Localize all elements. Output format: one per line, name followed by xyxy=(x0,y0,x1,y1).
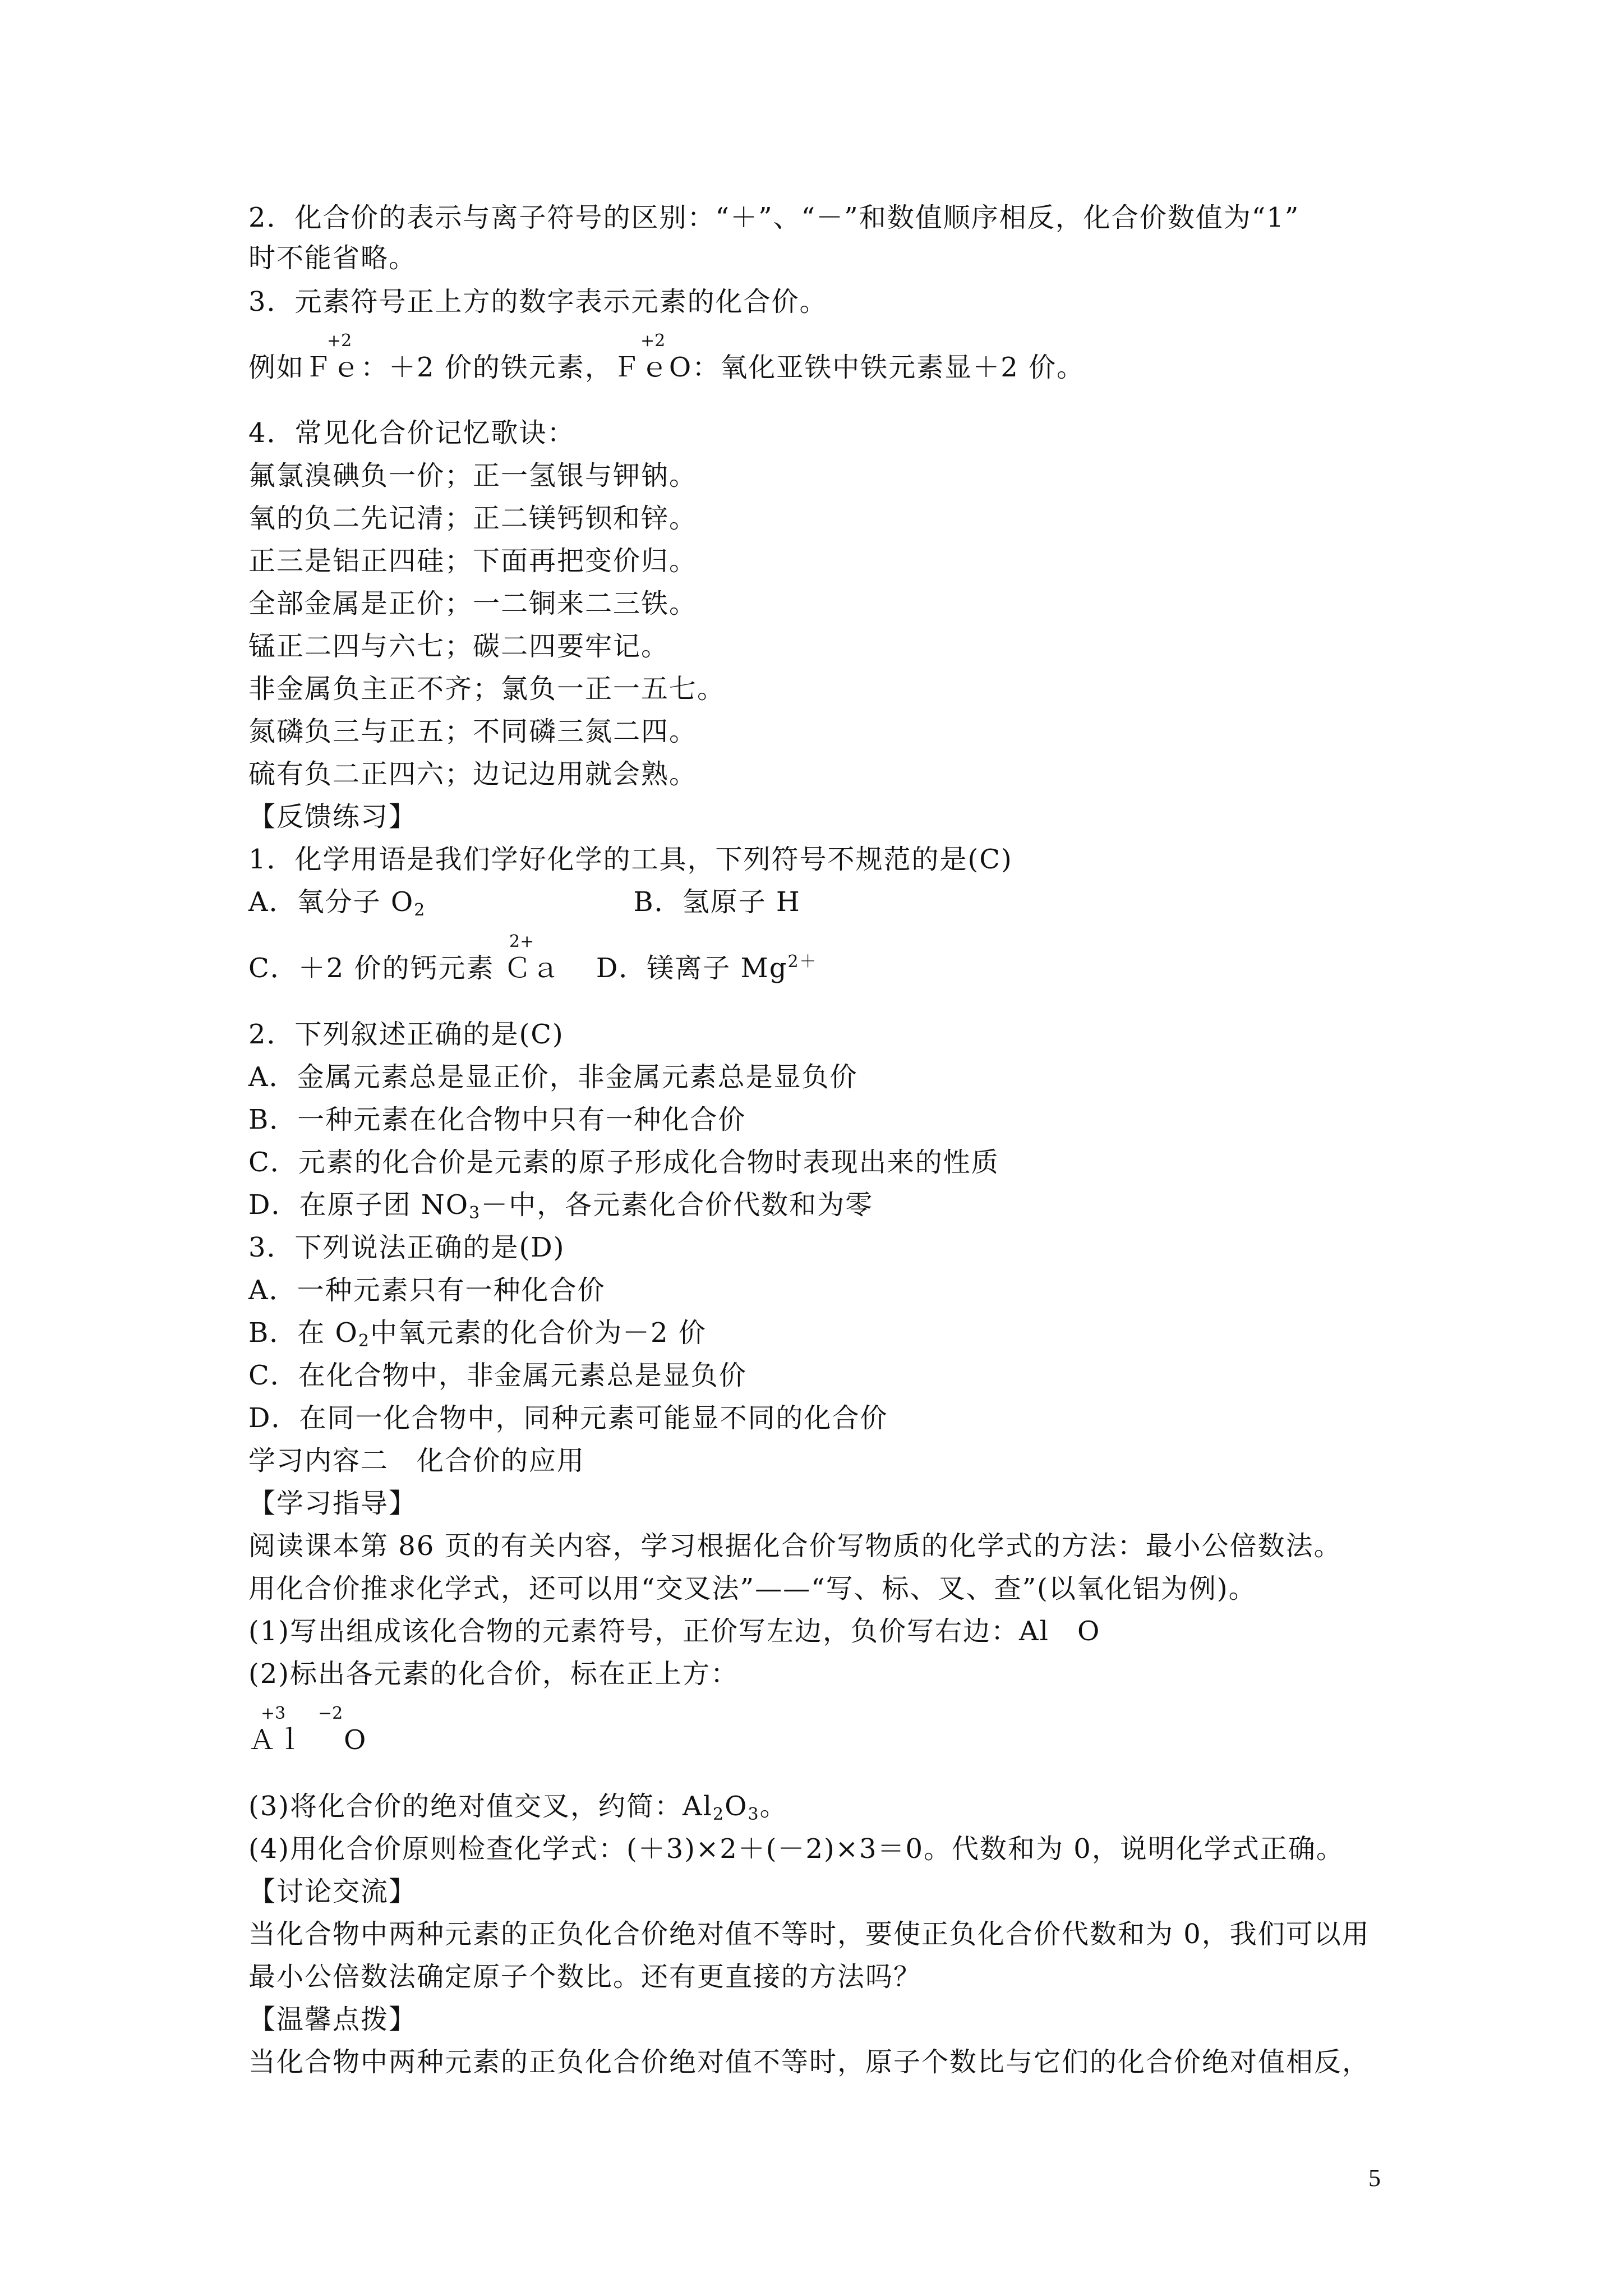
step-line: (2)标出各元素的化合价，标在正上方： xyxy=(248,1658,739,1690)
element-symbol: Ｆｅ xyxy=(305,352,361,383)
text-line: 最小公倍数法确定原子个数比。还有更直接的方法吗？ xyxy=(248,1961,922,1993)
text-line: 硫有负二正四六；边记边用就会熟。 xyxy=(248,758,698,790)
section-heading: 【学习指导】 xyxy=(248,1488,417,1519)
text: B．在 O xyxy=(248,1317,358,1349)
option-b: B．氢原子 H xyxy=(633,886,801,918)
text-line: 正三是铝正四硅；下面再把变价归。 xyxy=(248,545,698,577)
question: 1．化学用语是我们学好化学的工具，下列符号不规范的是(C) xyxy=(248,844,1013,875)
formula-line xyxy=(248,1723,1393,1757)
text: 中氧元素的化合价为－2 价 xyxy=(370,1317,707,1349)
text-line: 当化合物中两种元素的正负化合价绝对值不等时，要使正负化合价代数和为 0，我们可以用 xyxy=(248,1918,1370,1950)
element-symbol: Ｃａ xyxy=(504,953,560,984)
valence-label: +2 xyxy=(640,331,666,351)
option-line xyxy=(248,951,1393,985)
valence-label: +3 xyxy=(261,1704,286,1723)
question: 2．下列叙述正确的是(C) xyxy=(248,1019,564,1050)
subscript: 3 xyxy=(748,1805,760,1824)
step-line: (4)用化合价原则检查化学式：(＋3)×2＋(－2)×3＝0。代数和为 0，说明化学式正确。 xyxy=(248,1833,1344,1865)
formula-line xyxy=(248,351,1393,384)
page-number: 5 xyxy=(1368,2164,1381,2192)
text-line: 时不能省略。 xyxy=(248,242,417,274)
text: －中，各元素化合价代数和为零 xyxy=(481,1189,874,1221)
charge-label: 2+ xyxy=(509,932,534,951)
text: (3)将化合价的绝对值交叉，约简：Al xyxy=(248,1791,713,1822)
text-line: 非金属负主正不齐；氯负一正一五七。 xyxy=(248,673,726,705)
text-line: 3．元素符号正上方的数字表示元素的化合价。 xyxy=(248,286,828,318)
subscript: 3 xyxy=(469,1203,481,1223)
option-a: A．氧分子 O xyxy=(248,886,414,918)
text-line: 阅读课本第 86 页的有关内容，学习根据化合价写物质的化学式的方法：最小公倍数法。 xyxy=(248,1530,1342,1562)
section-heading: 【反馈练习】 xyxy=(248,801,417,832)
subscript: 2 xyxy=(358,1331,370,1351)
option-d: D．镁离子 Mg xyxy=(596,953,788,984)
text: ：＋2 价的铁元素， xyxy=(361,352,613,383)
text: O xyxy=(725,1791,748,1822)
option-line xyxy=(248,1188,1393,1222)
text: 。 xyxy=(759,1791,788,1822)
option-line xyxy=(248,885,1393,919)
step-line: (1)写出组成该化合物的元素符号，正价写左边，负价写右边：Al O xyxy=(248,1616,1101,1647)
element-symbol: ＦｅO xyxy=(612,352,693,383)
option-line: A．一种元素只有一种化合价 xyxy=(248,1274,606,1306)
text: 例如 xyxy=(248,352,305,383)
text-line: 2．化合价的表示与离子符号的区别：“＋”、“－”和数值顺序相反，化合价数值为“1” xyxy=(248,202,1300,233)
text-line: 全部金属是正价；一二铜来二三铁。 xyxy=(248,588,698,619)
option-line: C．在化合物中，非金属元素总是显负价 xyxy=(248,1360,747,1391)
text: D．在原子团 NO xyxy=(248,1189,469,1221)
section-title: 学习内容二 化合价的应用 xyxy=(248,1445,585,1476)
text-line: 氧的负二先记清；正二镁钙钡和锌。 xyxy=(248,503,698,534)
valence-label: +2 xyxy=(327,331,352,351)
text-line: 氟氯溴碘负一价；正一氢银与钾钠。 xyxy=(248,460,698,491)
subscript: 2 xyxy=(414,900,426,920)
superscript: 2＋ xyxy=(787,952,818,972)
text-line: 4．常见化合价记忆歌诀： xyxy=(248,417,575,449)
step-line xyxy=(248,1789,1393,1823)
subscript: 2 xyxy=(713,1805,725,1824)
text-line: 氮磷负三与正五；不同磷三氮二四。 xyxy=(248,716,698,747)
text-line: 锰正二四与六七；碳二四要牢记。 xyxy=(248,631,670,662)
element-symbol: O xyxy=(344,1724,367,1756)
option-line: B．一种元素在化合物中只有一种化合价 xyxy=(248,1104,746,1135)
section-heading: 【讨论交流】 xyxy=(248,1876,417,1907)
text: ：氧化亚铁中铁元素显＋2 价。 xyxy=(692,352,1085,383)
question: 3．下列说法正确的是(D) xyxy=(248,1232,565,1263)
option-line: D．在同一化合物中，同种元素可能显不同的化合价 xyxy=(248,1402,888,1434)
option-line: C．元素的化合价是元素的原子形成化合物时表现出来的性质 xyxy=(248,1147,999,1178)
section-heading: 【温馨点拨】 xyxy=(248,2004,417,2035)
text-line: 用化合价推求化学式，还可以用“交叉法”——“写、标、叉、查”(以氧化铝为例)。 xyxy=(248,1573,1257,1604)
option-line xyxy=(248,1316,1393,1350)
text-line: 当化合物中两种元素的正负化合价绝对值不等时，原子个数比与它们的化合价绝对值相反， xyxy=(248,2046,1371,2078)
valence-label: −2 xyxy=(318,1704,343,1723)
element-symbol: Ａｌ xyxy=(248,1724,305,1756)
option-c: C．＋2 价的钙元素 xyxy=(248,953,504,984)
option-line: A．金属元素总是显正价，非金属元素总是显负价 xyxy=(248,1061,858,1093)
